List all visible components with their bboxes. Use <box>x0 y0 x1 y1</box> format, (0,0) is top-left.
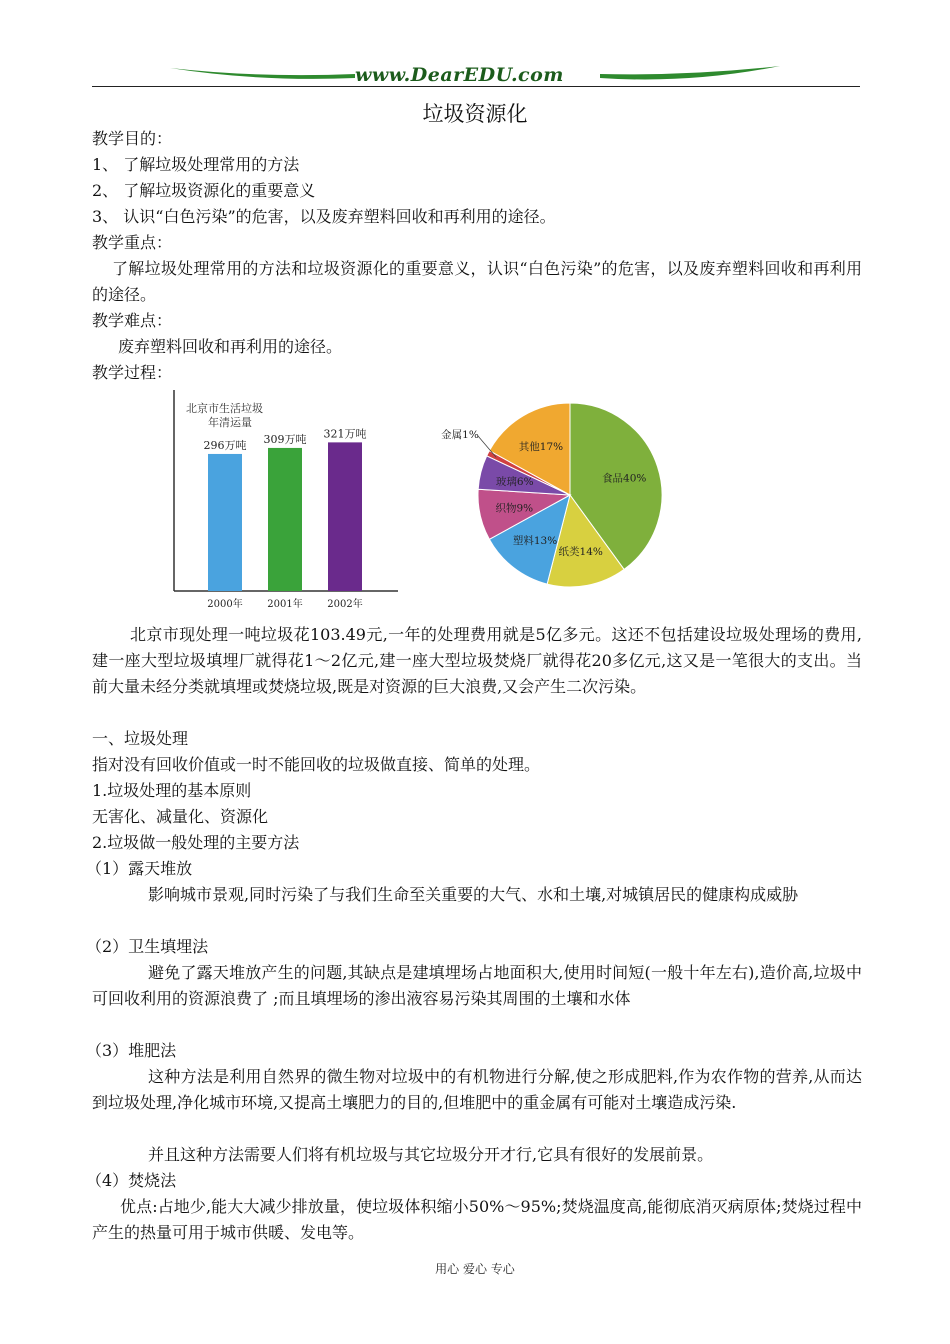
pie-label-3: 织物9% <box>495 502 534 515</box>
objective-3: 3、 认识“白色污染”的危害，以及废弃塑料回收和再利用的途径。 <box>92 207 556 226</box>
bar-category-label-1: 2001年 <box>267 599 303 610</box>
section-1-heading: 一、垃圾处理 <box>92 729 189 748</box>
pie-label-6: 其他17% <box>518 440 564 453</box>
pie-label-5: 金属1% <box>441 429 479 441</box>
bar-1 <box>268 448 302 591</box>
bar-value-label-0: 296万吨 <box>203 438 247 452</box>
objective-2: 2、 了解垃圾资源化的重要意义 <box>92 181 316 200</box>
pie-label-1: 纸类14% <box>558 546 603 559</box>
bar-0 <box>208 454 242 591</box>
chart-title-line-1: 北京市生活垃圾 <box>186 402 263 415</box>
bar-value-label-1: 309万吨 <box>263 432 307 446</box>
method-1-heading: （1）露天堆放 <box>86 859 193 878</box>
pie-label-2: 塑料13% <box>512 535 558 548</box>
focus-text: 了解垃圾处理常用的方法和垃圾资源化的重要意义，认识“白色污染”的危害，以及废弃塑料回收和再利用的途径。 <box>92 259 862 304</box>
method-4-text: 优点:占地少,能大大减少排放量，使垃圾体积缩小50%～95%;焚烧温度高,能彻底消灭病原体;焚烧过程中产生的热量可用于城市供暖、发电等。 <box>92 1197 862 1242</box>
bar-value-label-2: 321万吨 <box>323 427 367 441</box>
principle-heading: 1.垃圾处理的基本原则 <box>92 781 252 800</box>
page-title: 垃圾资源化 <box>422 102 528 126</box>
principle-text: 无害化、减量化、资源化 <box>92 807 269 826</box>
bar-category-label-2: 2002年 <box>327 599 363 610</box>
method-4-heading: （4）焚烧法 <box>86 1171 177 1190</box>
method-2-heading: （2）卫生填埋法 <box>86 937 209 956</box>
method-2-text: 避免了露天堆放产生的问题,其缺点是建填埋场占地面积大,使用时间短(一般十年左右),造价高,垃圾中可回收利用的资源浪费了 ;而且填埋场的渗出液容易污染其周围的土壤和水体 <box>92 963 862 1008</box>
page-footer: 用心 爱心 专心 <box>435 1262 515 1276</box>
bar-chart <box>168 388 408 613</box>
pie-label-0: 食品40% <box>602 472 647 485</box>
objective-1: 1、 了解垃圾处理常用的方法 <box>92 155 300 174</box>
method-1-text: 影响城市景观,同时污染了与我们生命至关重要的大气、水和土壤,对城镇居民的健康构成威胁 <box>148 885 799 904</box>
difficulty-heading: 教学难点： <box>92 311 173 330</box>
section-1-desc: 指对没有回收价值或一时不能回收的垃圾做直接、简单的处理。 <box>92 755 541 774</box>
chart-title-line-2: 年清运量 <box>208 416 252 429</box>
site-logo-text[interactable]: www.DearEDU.com <box>355 64 564 86</box>
method-3-heading: （3）堆肥法 <box>86 1041 177 1060</box>
process-heading: 教学过程： <box>92 363 173 382</box>
pie-chart <box>430 380 670 610</box>
method-3-text-2: 并且这种方法需要人们将有机垃圾与其它垃圾分开才行,它具有很好的发展前景。 <box>148 1145 714 1164</box>
bar-category-label-0: 2000年 <box>207 599 243 610</box>
objective-heading: 教学目的： <box>92 129 173 148</box>
bar-2 <box>328 442 362 591</box>
focus-heading: 教学重点： <box>92 233 173 252</box>
method-3-text: 这种方法是利用自然界的微生物对垃圾中的有机物进行分解,使之形成肥料,作为农作物的营养,从而达到垃圾处理,净化城市环境,又提高土壤肥力的目的,但堆肥中的重金属有可能对土壤造成污染. <box>92 1067 862 1112</box>
methods-heading: 2.垃圾做一般处理的主要方法 <box>92 833 300 852</box>
difficulty-text: 废弃塑料回收和再利用的途径。 <box>118 337 343 356</box>
cost-paragraph: 北京市现处理一吨垃圾花103.49元,一年的处理费用就是5亿多元。这还不包括建设垃圾处理场的费用,建一座大型垃圾填埋厂就得花1～2亿元,建一座大型垃圾焚烧厂就得花20多亿元,这又是一笔很大的支出。当前大量未经分类就填埋或焚烧垃圾,既是对资源的巨大浪费,又会产生二次污染。 <box>92 625 862 696</box>
header-rule <box>92 86 860 87</box>
pie-label-4: 玻璃6% <box>495 475 534 488</box>
